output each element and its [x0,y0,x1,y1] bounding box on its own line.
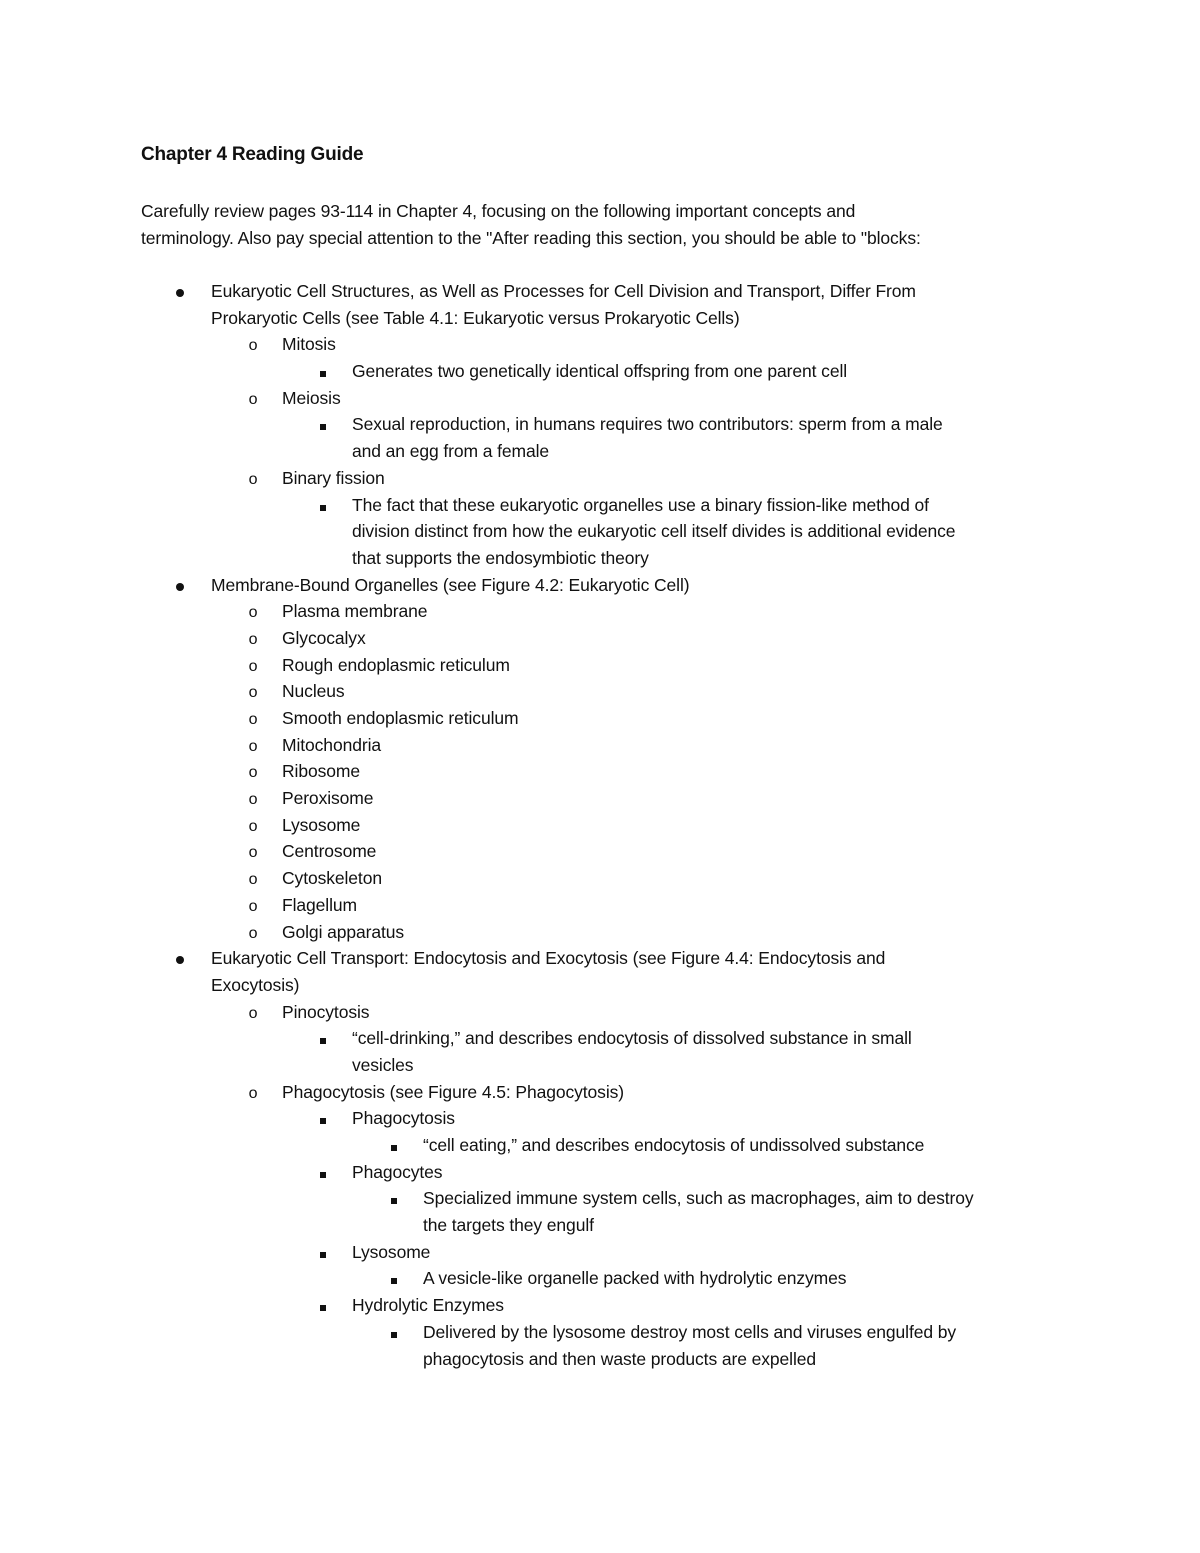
outline-item-text: Pinocytosis [282,1001,370,1022]
outline-item-level-2 [0,1079,1200,1106]
bullet-square-icon [384,1185,404,1212]
outline-item-text: and an egg from a female [352,441,550,462]
outline-item-level-2 [0,865,1200,892]
outline-item-text: Membrane-Bound Organelles (see Figure 4.2: Eukaryotic Cell) [211,574,690,595]
outline-item-level-2 [0,331,1200,358]
outline-item-level-2 [0,785,1200,812]
outline-item-text: Delivered by the lysosome destroy most cells and viruses engulfed by [423,1321,957,1342]
bullet-square-icon [313,1105,333,1132]
outline-item-text: Phagocytes [352,1161,443,1182]
bullet-circle-icon: o [248,657,258,675]
outline-item-text: The fact that these eukaryotic organelles use a binary fission-like method of [352,494,929,515]
outline-item-text: Lysosome [282,814,361,835]
outline-item-text: Meiosis [282,387,341,408]
bullet-circle-icon: o [248,764,258,782]
outline-item-text: phagocytosis and then waste products are expelled [423,1348,816,1369]
outline-item-level-2 [0,919,1200,946]
outline-item-text: Nucleus [282,681,345,702]
outline-item-text: Exocytosis) [211,974,300,995]
outline-item-level-2 [0,625,1200,652]
bullet-circle-icon: o [248,1084,258,1102]
outline-item-level-2 [0,678,1200,705]
outline-item-level-4 [0,1319,1200,1346]
outline-item-text: Glycocalyx [282,627,366,648]
outline-item-level-2 [0,758,1200,785]
outline-item-text: Peroxisome [282,788,374,809]
outline-item-level-2 [0,598,1200,625]
outline-item-level-2 [0,999,1200,1026]
outline-item-text: A vesicle-like organelle packed with hydrolytic enzymes [423,1268,847,1289]
outline-item-level-4 [0,1346,1200,1373]
bullet-square-icon [313,492,333,519]
outline-item-level-2 [0,812,1200,839]
outline-item-level-1 [0,572,1200,599]
outline-item-text: Phagocytosis (see Figure 4.5: Phagocytosis) [282,1081,624,1102]
outline-item-text: Generates two genetically identical offspring from one parent cell [352,361,848,382]
outline-item-level-2 [0,838,1200,865]
outline-item-level-2 [0,705,1200,732]
outline-item-level-2 [0,385,1200,412]
outline-item-text: Eukaryotic Cell Structures, as Well as Processes for Cell Division and Transport, Differ From [211,281,916,301]
bullet-circle-icon: o [248,791,258,809]
outline-item-level-3 [0,1239,1200,1266]
bullet-circle-icon: o [248,924,258,942]
outline-item-level-3 [0,545,1200,572]
outline-item-text: “cell eating,” and describes endocytosis of undissolved substance [423,1135,925,1155]
outline-item-text: Centrosome [282,841,377,862]
outline-item-level-3 [0,518,1200,545]
outline-item-level-1 [0,972,1200,999]
outline-item-level-3 [0,411,1200,438]
outline-item-level-3 [0,1292,1200,1319]
outline-item-level-1 [0,305,1200,332]
bullet-square-icon [313,1159,333,1186]
outline-item-level-2 [0,732,1200,759]
outline-item-text: Mitosis [282,334,336,355]
bullet-square-icon [313,1239,333,1266]
outline-item-level-1 [0,945,1200,972]
outline-item-level-3 [0,1025,1200,1052]
bullet-circle-icon: o [248,684,258,702]
bullet-disc-icon [170,278,190,305]
bullet-circle-icon: o [248,337,258,355]
outline-item-text: Binary fission [282,467,385,488]
outline-item-level-4 [0,1212,1200,1239]
outline-item-level-4 [0,1132,1200,1159]
outline-item-level-4 [0,1265,1200,1292]
outline-item-level-3 [0,438,1200,465]
bullet-disc-icon [170,572,190,599]
outline-item-text: Plasma membrane [282,601,428,622]
outline-item-text: vesicles [352,1054,414,1075]
outline-item-level-1 [0,278,1200,305]
intro-line: terminology. Also pay special attention to the "After reading this section, you should be able to "blocks: [141,227,921,248]
bullet-circle-icon: o [248,871,258,889]
outline-item-level-3 [0,492,1200,519]
page-title: Chapter 4 Reading Guide [141,144,364,165]
bullet-circle-icon: o [248,817,258,835]
outline-item-text: Smooth endoplasmic reticulum [282,708,519,728]
outline-item-text: Rough endoplasmic reticulum [282,654,510,675]
outline-item-text: Mitochondria [282,734,381,755]
outline-item-text: Sexual reproduction, in humans requires two contributors: sperm from a male [352,414,943,435]
outline-item-text: the targets they engulf [423,1215,594,1236]
intro-line: Carefully review pages 93-114 in Chapter 4, focusing on the following important concepts and [141,201,856,221]
bullet-circle-icon: o [248,630,258,648]
bullet-circle-icon: o [248,470,258,488]
outline-item-level-2 [0,465,1200,492]
outline-item-text: that supports the endosymbiotic theory [352,547,649,568]
bullet-circle-icon: o [248,844,258,862]
bullet-square-icon [313,1292,333,1319]
bullet-square-icon [384,1265,404,1292]
outline-item-level-2 [0,892,1200,919]
outline-item-text: Cytoskeleton [282,868,382,889]
intro-paragraph [141,198,1071,251]
bullet-square-icon [313,1025,333,1052]
bullet-circle-icon: o [248,711,258,728]
outline-item-text: “cell-drinking,” and describes endocytosis of dissolved substance in small [352,1028,912,1049]
outline-item-text: Lysosome [352,1241,431,1262]
outline-item-text: Prokaryotic Cells (see Table 4.1: Eukaryotic versus Prokaryotic Cells) [211,307,740,328]
outline-item-text: Hydrolytic Enzymes [352,1295,504,1316]
bullet-square-icon [384,1319,404,1346]
bullet-disc-icon [170,945,190,972]
outline-item-level-3 [0,1052,1200,1079]
bullet-circle-icon: o [248,737,258,755]
bullet-square-icon [384,1132,404,1159]
bullet-square-icon [313,411,333,438]
outline-item-text: division distinct from how the eukaryotic cell itself divides is additional evidence [352,521,956,542]
outline-item-text: Eukaryotic Cell Transport: Endocytosis and Exocytosis (see Figure 4.4: Endocytosis and [211,948,886,969]
concept-outline [0,278,1200,1372]
bullet-circle-icon: o [248,897,258,915]
bullet-circle-icon: o [248,390,258,408]
outline-item-level-3 [0,1159,1200,1186]
bullet-circle-icon: o [248,604,258,622]
outline-item-level-2 [0,652,1200,679]
outline-item-text: Specialized immune system cells, such as macrophages, aim to destroy [423,1188,974,1209]
bullet-circle-icon: o [248,1004,258,1022]
bullet-square-icon [313,358,333,385]
outline-item-text: Ribosome [282,761,360,782]
outline-item-text: Phagocytosis [352,1108,455,1129]
outline-item-text: Golgi apparatus [282,921,405,942]
outline-item-level-3 [0,358,1200,385]
outline-item-level-4 [0,1185,1200,1212]
outline-item-level-3 [0,1105,1200,1132]
outline-item-text: Flagellum [282,894,357,915]
